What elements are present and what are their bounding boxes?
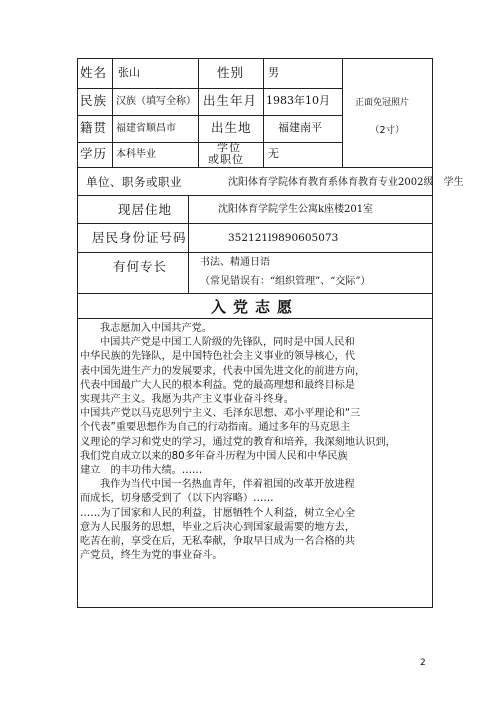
- birth-date-value: 1983年10月: [266, 94, 330, 107]
- photo-size-text: （2寸）: [370, 125, 405, 136]
- id-number-label: 居民身份证号码: [92, 230, 187, 245]
- essay-line: 中华民族的先锋队，是中国特色社会主义事业的领导核心，代: [80, 351, 356, 363]
- row-divider: [77, 142, 342, 143]
- essay-title: 入党志愿: [210, 298, 299, 316]
- degree-value: 无: [268, 147, 279, 160]
- essay-line: 义理论的学习和党史的学习，通过党的教育和培养，我深刻地认识到，: [80, 436, 396, 448]
- page-number: 2: [420, 658, 426, 668]
- row-divider: [77, 115, 342, 116]
- column-divider: [198, 58, 199, 167]
- native-place-label: 籍贯: [80, 120, 108, 135]
- work-unit-label: 单位、职务或职业: [86, 175, 182, 189]
- education-value: 本科毕业: [116, 149, 156, 160]
- essay-line: 个代表”重要思想作为自己的行动指南。通过多年的马克思主: [80, 422, 351, 434]
- column-divider: [263, 58, 264, 167]
- essay-line: 我们党自成立以来的80多年奋斗历程为中国人民和中华民族: [80, 450, 348, 462]
- position-label: 或职位: [208, 153, 244, 166]
- name-label: 姓名: [80, 65, 108, 80]
- essay-line: 代表中国最广大人民的根本利益。党的最高理想和最终目标是: [80, 379, 356, 391]
- essay-line: 实现共产主义。我愿为共产主义事业奋斗终身。: [80, 394, 294, 406]
- essay-line: 建立 的丰功伟大绩。……: [80, 465, 203, 477]
- education-label: 学历: [80, 146, 108, 161]
- degree-label: 学位: [217, 141, 241, 154]
- birth-date-label: 出生年月: [203, 93, 258, 108]
- skills-value: 书法、精通日语: [200, 257, 270, 268]
- residence-label: 现居住地: [118, 202, 173, 217]
- row-divider: [77, 252, 433, 253]
- essay-line: ……为了国家和人民的利益，甘愿牺牲个人利益，树立全心全: [80, 507, 356, 519]
- essay-line: 我志愿加入中国共产党。: [100, 323, 213, 334]
- skills-note: （常见错误有：“组织管理”、“交际”）: [200, 276, 371, 287]
- essay-line: 吃苦在前，享受在后，无私奉献，争取早日成为一名合格的共: [80, 536, 356, 548]
- gender-label: 性别: [217, 65, 245, 80]
- birthplace-label: 出生地: [211, 120, 252, 135]
- skills-label: 有何专长: [113, 259, 168, 274]
- essay-line: 中国共产党是中国工人阶级的先锋队，同时是中国人民和: [100, 337, 355, 349]
- essay-line: 而成长，切身感受到了（以下内容略）……: [80, 493, 274, 505]
- essay-line: 表中国先进生产力的发展要求，代表中国先进文化的前进方向，: [80, 365, 366, 377]
- essay-line: 产党员，终生为党的事业奋斗。: [80, 550, 223, 562]
- gender-value: 男: [268, 66, 279, 79]
- name-value: 张山: [118, 66, 140, 79]
- essay-line: 意为人民服务的思想，毕业之后决心到国家最需要的地方去，: [80, 521, 356, 533]
- row-divider: [77, 195, 433, 196]
- id-number-value: 352121l9890605073: [228, 232, 339, 244]
- work-unit-value: 沈阳体育学院体育教育系体育教育专业2002级 学生: [228, 177, 464, 188]
- native-place-value: 福建省顺昌市: [116, 123, 176, 134]
- ethnicity-label: 民族: [80, 93, 108, 108]
- ethnicity-value: 汉族（填写全称）: [116, 96, 196, 107]
- row-divider: [77, 293, 433, 294]
- residence-value: 沈阳体育学院学生公寓k座楼201室: [218, 204, 374, 215]
- column-divider: [112, 58, 113, 167]
- row-divider: [77, 167, 433, 168]
- column-divider: [188, 195, 189, 293]
- essay-body: [80, 322, 430, 563]
- essay-line: 我作为当代中国一名热血青年，伴着祖国的改革开放进程: [100, 479, 355, 491]
- row-divider: [77, 223, 433, 224]
- row-divider: [77, 318, 433, 319]
- photo-placeholder-text: 正面免冠照片: [355, 98, 410, 108]
- column-divider: [342, 58, 343, 167]
- essay-line: 中国共产党以马克思列宁主义、毛泽东思想、邓小平理论和“三: [80, 408, 361, 420]
- birthplace-value: 福建南平: [278, 121, 322, 134]
- row-divider: [77, 88, 342, 89]
